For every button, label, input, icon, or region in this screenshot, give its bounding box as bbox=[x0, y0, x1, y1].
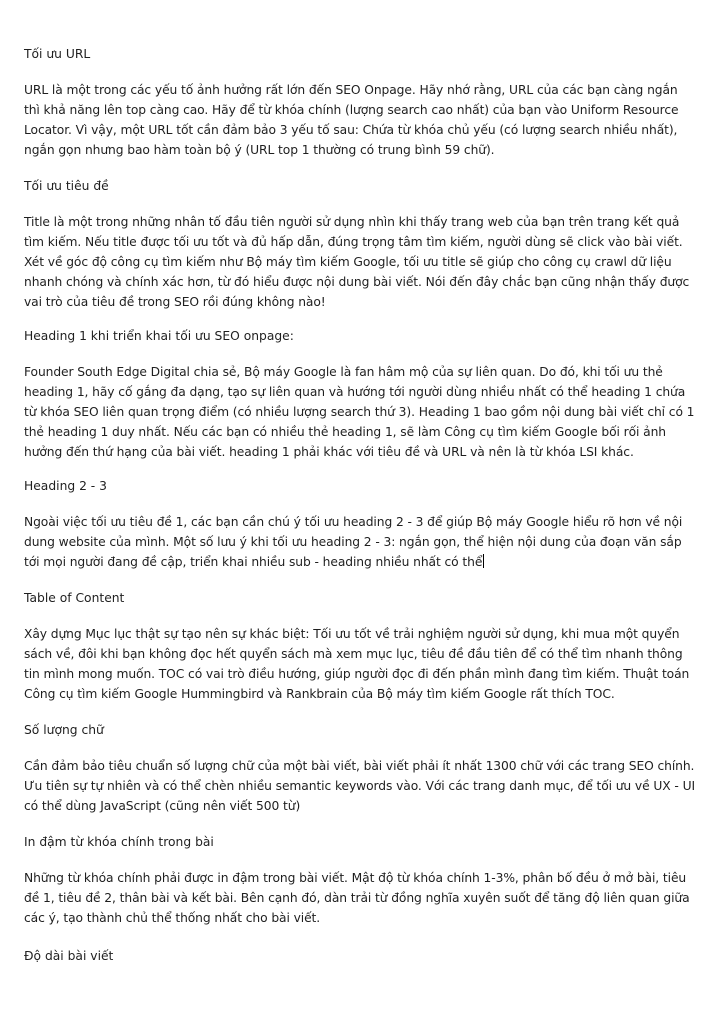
section-paragraph-text: Ngoài việc tối ưu tiêu đề 1, các bạn cần chú ý tối ưu heading 2 - 3 để giúp Bộ máy Google hiểu rõ hơn về nội dung website của mình. Một số lưu ý khi tối ưu heading 2 - 3: ngắn gọn, thể hiện nội dung của đoạn văn sắp tới mọi người đang đề cập, triển khai nhiều sub - heading nhiều nhất có thể bbox=[24, 515, 683, 569]
section-paragraph: URL là một trong các yếu tố ảnh hưởng rất lớn đến SEO Onpage. Hãy nhớ rằng, URL của các bạn càng ngắn thì khả năng lên top càng cao. Hãy để từ khóa chính (lượng search cao nhất) của bạn vào Uniform Resource Locator. Vì vậy, một URL tốt cần đảm bảo 3 yếu tố sau: Chứa từ khóa chủ yếu (có lượng search nhiều nhất), ngắn gọn nhưng bao hàm toàn bộ ý (URL top 1 thường có trung bình 59 chữ). bbox=[24, 83, 679, 157]
section-title bbox=[24, 176, 696, 196]
section-bold-keywords bbox=[24, 832, 696, 852]
section-word-count bbox=[24, 720, 696, 740]
section-heading23-body bbox=[24, 512, 696, 572]
section-heading: Heading 1 khi triển khai tối ưu SEO onpage: bbox=[24, 329, 294, 343]
section-heading1-body bbox=[24, 362, 696, 462]
section-heading: Số lượng chữ bbox=[24, 723, 104, 737]
section-heading: Heading 2 - 3 bbox=[24, 479, 107, 493]
section-heading: Độ dài bài viết bbox=[24, 949, 114, 963]
section-heading1 bbox=[24, 326, 696, 346]
section-word-count-body bbox=[24, 756, 696, 816]
section-heading: Table of Content bbox=[24, 591, 125, 605]
section-title-body bbox=[24, 212, 696, 312]
text-cursor bbox=[483, 554, 484, 568]
section-url bbox=[24, 44, 696, 64]
section-url-body bbox=[24, 80, 696, 160]
section-heading: Tối ưu URL bbox=[24, 47, 91, 61]
section-toc-body bbox=[24, 624, 696, 704]
section-paragraph[interactable] bbox=[24, 512, 696, 572]
section-heading: Tối ưu tiêu đề bbox=[24, 179, 109, 193]
section-article-length bbox=[24, 946, 696, 966]
section-bold-keywords-body bbox=[24, 868, 696, 928]
section-heading23 bbox=[24, 476, 696, 496]
section-paragraph: Xây dựng Mục lục thật sự tạo nên sự khác biệt: Tối ưu tốt về trải nghiệm người sử dụng, khi mua một quyển sách về, đôi khi bạn không đọc hết quyển sách mà xem mục lục, tiêu đề đầu tiên để có thể tìm nhanh thông tin mình mong muốn. TOC có vai trò điều hướng, giúp người đọc đi đến phần mình đang tìm kiếm. Thuật toán Công cụ tìm kiếm Google Hummingbird và Rankbrain của Bộ máy tìm kiếm Google rất thích TOC. bbox=[24, 627, 690, 701]
section-paragraph: Những từ khóa chính phải được in đậm trong bài viết. Mật độ từ khóa chính 1-3%, phân bố đều ở mở bài, tiêu đề 1, tiêu đề 2, thân bài và kết bài. Bên cạnh đó, dàn trải từ đồng nghĩa xuyên suốt để tăng độ liên quan giữa các ý, tạo thành chủ thể thống nhất cho bài viết. bbox=[24, 871, 690, 925]
section-paragraph: Cần đảm bảo tiêu chuẩn số lượng chữ của một bài viết, bài viết phải ít nhất 1300 chữ với các trang SEO chính. Ưu tiên sự tự nhiên và có thể chèn nhiều semantic keywords vào. Với các trang danh mục, để tối ưu về UX - UI có thể dùng JavaScript (cũng nên viết 500 từ) bbox=[24, 759, 695, 813]
section-heading: In đậm từ khóa chính trong bài bbox=[24, 835, 214, 849]
section-toc bbox=[24, 588, 696, 608]
section-paragraph: Founder South Edge Digital chia sẻ, Bộ máy Google là fan hâm mộ của sự liên quan. Do đó, khi tối ưu thẻ heading 1, hãy cố gắng đa dạng, tạo sự liên quan và hướng tới người dùng nhiều nhất có thể heading 1 chứa từ khóa SEO liên quan trọng điểm (có nhiều lượng search thứ 3). Heading 1 bao gồm nội dung bài viết chỉ có 1 thẻ heading 1 duy nhất. Nếu các bạn có nhiều thẻ heading 1, sẽ làm Công cụ tìm kiếm Google bối rối ảnh hưởng đến thứ hạng của bài viết. heading 1 phải khác với tiêu đề và URL và nên là từ khóa LSI khác. bbox=[24, 365, 695, 459]
section-paragraph: Title là một trong những nhân tố đầu tiên người sử dụng nhìn khi thấy trang web của bạn trên trang kết quả tìm kiếm. Nếu title được tối ưu tốt và đủ hấp dẫn, đúng trọng tâm tìm kiếm, người dùng sẽ click vào bài viết. Xét về góc độ công cụ tìm kiếm như Bộ máy tìm kiếm Google, tối ưu title sẽ giúp cho công cụ crawl dữ liệu nhanh chóng và chính xác hơn, từ đó hiểu được nội dung bài viết. Nói đến đây chắc bạn cũng nhận thấy được vai trò của tiêu đề trong SEO rồi đúng không nào! bbox=[24, 215, 690, 309]
